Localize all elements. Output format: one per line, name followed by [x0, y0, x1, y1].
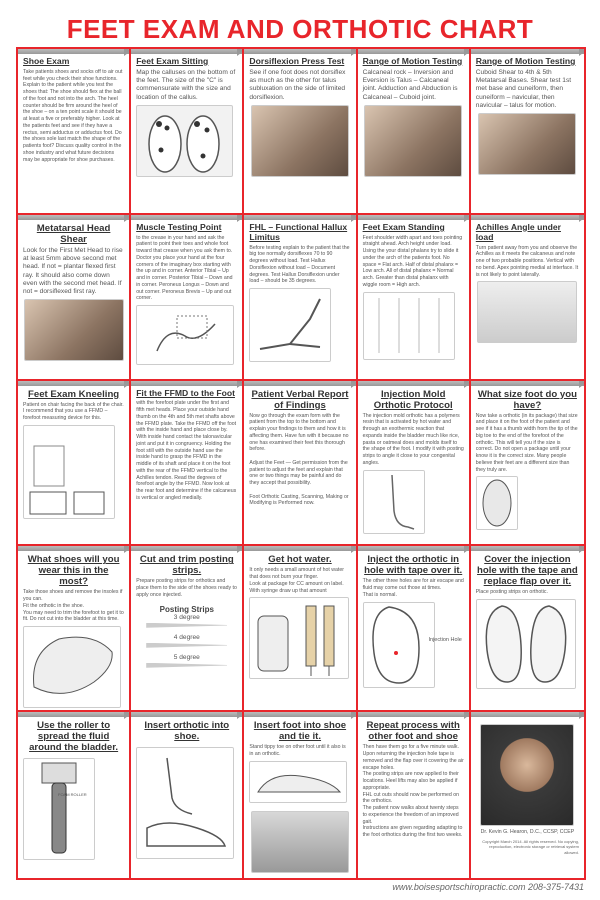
cell-heading: Insert foot into shoe and tie it.: [253, 720, 347, 743]
cell-body: with the forefoot plate under the first and fifth met heads. Place your outside hand thumb on the 4th and 5th met shafts above the FFMD plate. Take the FFMD off the foot with the inside hand and place close by. With inside hand contact the talonavicular joint and put it in congruency. Holding the foot still with the outside hand use the inside hand to grasp the FFMD in the middle of its shaft and place it on the foot with the rear of the FFMD vertical to the Achilles tendon. Read the degrees of forefoot angle by the FFMD. Now look at the rear foot and determine if the calcaneus is vertical or angled medially.: [136, 400, 237, 501]
posting-strips-title: Posting Strips: [159, 604, 214, 614]
flow-arrow: [131, 381, 242, 386]
dorsiflexion-photo: [251, 105, 349, 177]
cell-shoe-exam: [18, 49, 131, 215]
cell-heading: Feet Exam Sitting: [136, 56, 209, 66]
foot-soles-illustration: [136, 105, 233, 177]
insole-illustration: [23, 626, 121, 708]
cell-heading: What size foot do you have?: [477, 388, 577, 411]
cell-body: Prepare posting strips for orthotics and place them to the side of the shoes ready to apply once injected.: [136, 578, 237, 598]
chart-grid: [16, 47, 586, 880]
cell-feet-exam-standing: [358, 215, 471, 381]
cell-heading: Feet Exam Standing: [362, 221, 445, 232]
posting-strip: [146, 623, 227, 628]
cell-body: Map the calluses on the bottom of the feet. The size of the "C" is commensurate with the size and location of the callus.: [136, 68, 236, 101]
syringe-illustration: [249, 597, 349, 679]
cell-body: Place posting strips on orthotic.: [475, 589, 548, 596]
injection-diagram: [363, 599, 464, 693]
strip-label-5-degree: 5 degree: [173, 653, 200, 661]
cell-heading: Dorsiflexion Press Test: [249, 56, 345, 66]
flow-arrow: [358, 546, 469, 551]
flow-arrow: [18, 712, 129, 717]
muscle-test-diagram: [136, 305, 234, 365]
flow-arrow: [244, 215, 355, 220]
cell-fhl: [244, 215, 357, 381]
cell-rom-testing-2: [471, 49, 584, 215]
flow-arrow: [244, 49, 355, 54]
flow-arrow: [18, 381, 129, 386]
cell-heading: Metatarsal Head Shear: [36, 222, 111, 245]
flow-arrow: [18, 49, 129, 54]
flow-arrow: [131, 546, 242, 551]
cell-heading: Feet Exam Kneeling: [28, 388, 120, 400]
copyright-note: Copyright March 2014. All rights reserved. No copying, reproduction, electronic storage or retrieval system allowed.: [482, 839, 579, 855]
cell-rom-testing-1: [358, 49, 471, 215]
flow-arrow: [131, 49, 242, 54]
cell-heading: Cover the injection hole with the tape and replace flap over it.: [477, 554, 578, 588]
cell-body: Take patients shoes and socks off to air out feet while you check their shoe functions. Explain to the patient while you test the shoes that: The shoe should flex at the ball of the foot and not into the arch. The heel counter should be firm around the heel of the shoe – on a ten point scale it should be at least a five or preferably higher. Look at the patients feet and see if they have a rectus, semi adductus or adductus foot. Do the shoes sole last match the shape of the patients foot? Discuss quality control in the shoe industry and what future decisions may be appropriate for shoe purchases.: [23, 68, 123, 163]
cuboid-shear-photo: [478, 113, 576, 175]
strip-label-4-degree: 4 degree: [173, 633, 200, 641]
cell-heading: Achilles Angle under load: [475, 221, 561, 242]
posting-strip: [146, 643, 227, 648]
cell-body: Now go through the exam form with the patient from the top to the bottom and explain your findings to them and how it is affecting them. Have fun with it because no one has examined their feet this thorough before. Adjust the Feet — Get permission from the patient to adjust the feet and explain that one or two things may be painful and do they accept that possibility. Foot Orthotic Casting, Scanning, Making or Modifying is Performed now.: [249, 412, 349, 507]
website-footer: www.boisesportschiropractic.com 208-375-7431: [392, 882, 584, 892]
flow-arrow: [244, 712, 355, 717]
cell-heading: Shoe Exam: [23, 56, 70, 66]
flow-arrow: [358, 215, 469, 220]
flow-arrow: [131, 712, 242, 717]
flow-arrow: [471, 215, 584, 220]
cell-feet-exam-kneeling: [18, 381, 131, 547]
flow-arrow: [18, 215, 129, 220]
cell-what-shoes: [18, 546, 131, 712]
cell-heading: Muscle Testing Point: [136, 221, 222, 232]
orthotic-outline: [363, 602, 435, 688]
met-head-photo: [24, 299, 124, 361]
cell-dorsiflexion-press: [244, 49, 357, 215]
strip-label-3-degree: 3 degree: [173, 613, 200, 621]
cell-body: Before testing explain to the patient that the big toe normally dorsiflexes 70 to 90 degrees without load. Test Hallux Dorsiflexion without load – Document degrees. Test Hallux Dorsiflexion under load – should be 35 degrees.: [249, 244, 350, 285]
calcaneal-rock-photo: [364, 105, 462, 177]
author-portrait: [480, 724, 574, 826]
cell-body: Patient on chair facing the back of the chair. I recommend that you use a FFMD – forefoot measuring device for this.: [23, 401, 124, 422]
cell-inject-orthotic: [358, 546, 471, 712]
cell-body: The injection mold orthotic has a polymers resin that is activated by hot water and through an exothermic reaction that expands inside the bladder much like rice, pasta or oatmeal does and molds itself to the shape of the foot. I modify it with posting strips to angle it close to your congenital angles.: [362, 412, 464, 466]
flow-arrow: [471, 49, 584, 54]
author-caption: Dr. Kevin G. Hearon, D.C., CCSP, CCEP: [480, 829, 575, 836]
flow-arrow: [18, 546, 129, 551]
page-title: FEET EXAM AND ORTHOTIC CHART: [66, 14, 534, 44]
achilles-photo: [477, 281, 577, 343]
cell-body: It only needs a small amount of hot water that does not burn your finger. Look at package for CC amount on label. With syringe draw up that amount: [249, 567, 344, 594]
cell-metatarsal-shear: [18, 215, 131, 381]
cell-heading: Fit the FFMD to the Foot: [136, 387, 235, 398]
flow-arrow: [358, 381, 469, 386]
flow-arrow: [358, 49, 469, 54]
cell-body: to the crease in your hand and ask the patient to point their toes and whole foot toward that crease when you ask them to. Doctor you place your hand at the four corners of the imaginary box starting with the up and in corner. Anterior Tibial – Up and in corner. Posterior Tibial – Down and in corner. Peroneus Longus – Down and out corner. Peroneus Brevis – Up and out corner.: [136, 234, 233, 302]
cell-heading: Patient Verbal Report of Findings: [251, 388, 349, 411]
cell-body: Take those shoes and remove the insoles if you can. Fit the orthotic in the shoe. You may need to trim the forefoot to get it to fit. Do not cut into the bladder at this time.: [23, 589, 124, 623]
cell-injection-mold: [358, 381, 471, 547]
injection-mold-sketch: [363, 470, 425, 534]
cell-body: Turn patient away from you and observe the Achilles as it meets the calcaneus and note one of two probable positions. Vertical with no bend. Apex pointing medial at interface. It is not likely to point laterally.: [475, 244, 579, 278]
cell-body: Calcaneal rock – Inversion and Eversion is Talus – Calcaneal joint. Adduction and Abduction is Calcaneal – Cuboid joint.: [362, 68, 458, 101]
cell-body: See if one foot does not dorsiflex as much as the other for talus subluxation on the side of limited dorsiflexion.: [249, 68, 346, 101]
cell-what-size-foot: [471, 381, 584, 547]
cell-body: Feet shoulder width apart and toes pointing straight ahead. Arch height under load. Using the your distal phalanx try to slide it under the arch of the patients foot. No space = Flat arch. Half of distal phalanx = Low arch. All of distal phalanx = Normal arch. Greater than distal phalanx with wiggle room = High arch.: [362, 234, 463, 288]
cell-cut-posting-strips: [131, 546, 244, 712]
orthotic-size-illustration: [476, 476, 518, 530]
roller-illustration: [23, 758, 95, 860]
flow-arrow: [471, 381, 584, 386]
kneeling-diagram: [23, 425, 115, 519]
flow-arrow: [358, 712, 469, 717]
cell-body: Cuboid Shear to 4th & 5th Metatarsal Bases. Shear test 1st met base and cuneiform, then cuneiform – navicular, then navicular – talus for motion.: [475, 68, 572, 109]
cell-body: Now take a orthotic (in its package) that size and place it on the foot of the patient and see if it has a thumb width from the tip of the big toe to the end of the forefoot of the orthotic. This will tell you if the size is correct. Do not open a package until your know it is the correct size. Many people believe their feet are a different size than they truly are.: [475, 412, 578, 473]
cell-verbal-report: [244, 381, 357, 547]
cell-heading: Range of Motion Testing: [475, 56, 576, 66]
flow-arrow: [471, 712, 584, 717]
cell-repeat-process: [358, 712, 471, 878]
cell-body: Then have them go for a five minute walk. Upon returning the injection hole tape is removed and the flap over it covering the air escape holes. The posting strips are now applied to their locations. Heel lifts may also be applied if appropriate. FHL cut outs should now be performed on the orthotics. The patient now walks about twenty steps to experience the freedom of an improved gait. Instructions are given regarding adapting to the foot orthotics during the first two weeks.: [362, 744, 464, 838]
cell-use-roller: [18, 712, 131, 878]
cell-insert-foot: [244, 712, 357, 878]
cell-get-hot-water: [244, 546, 357, 712]
hallux-diagram: [249, 288, 331, 362]
cell-heading: Cut and trim posting strips.: [139, 554, 234, 577]
cell-author: [471, 712, 584, 878]
cell-body: Look for the First Met Head to rise at least 5mm above second met head. If not = plantar flexed first ray. It should also come down even with the second met head. If not = dorsiflexed first ray.: [23, 246, 123, 296]
foot-in-shoe-illustration: [249, 761, 347, 803]
cell-heading: Insert orthotic into shoe.: [144, 720, 230, 743]
shoe-photo: [251, 811, 349, 873]
cell-heading: What shoes will you wear this in the most?: [27, 554, 120, 588]
cell-body: The other three holes are for air escape and fluid may come out those at times. That is normal.: [362, 578, 464, 598]
flow-arrow: [244, 381, 355, 386]
cell-fit-ffmd: [131, 381, 244, 547]
cell-heading: Inject the orthotic in hole with tape over it.: [364, 554, 463, 577]
cell-insert-orthotic: [131, 712, 244, 878]
cell-achilles-angle: [471, 215, 584, 381]
cell-cover-injection-hole: [471, 546, 584, 712]
cell-body: Stand tippy toe on other foot until it also is in an orthotic.: [249, 744, 346, 757]
cell-feet-exam-sitting: [131, 49, 244, 215]
standing-feet-sketch: [363, 292, 455, 360]
flow-arrow: [471, 546, 584, 551]
cell-muscle-testing: [131, 215, 244, 381]
cell-heading: Injection Mold Orthotic Protocol: [373, 388, 453, 411]
roller-label: FOAM ROLLER: [58, 792, 87, 798]
flow-arrow: [244, 546, 355, 551]
cell-heading: Use the roller to spread the fluid around the bladder.: [29, 720, 119, 754]
cell-heading: FHL – Functional Hallux Limitus: [249, 221, 348, 242]
injection-hole-label: Injection Hole: [428, 636, 462, 643]
orthotic-pair-illustration: [476, 599, 576, 689]
flow-arrow: [131, 215, 242, 220]
posting-strip: [146, 663, 227, 668]
shoe-insert-illustration: [136, 747, 234, 859]
cell-heading: Get hot water.: [268, 554, 332, 566]
cell-heading: Range of Motion Testing: [362, 56, 463, 66]
cell-heading: Repeat process with other foot and shoe: [366, 720, 460, 743]
